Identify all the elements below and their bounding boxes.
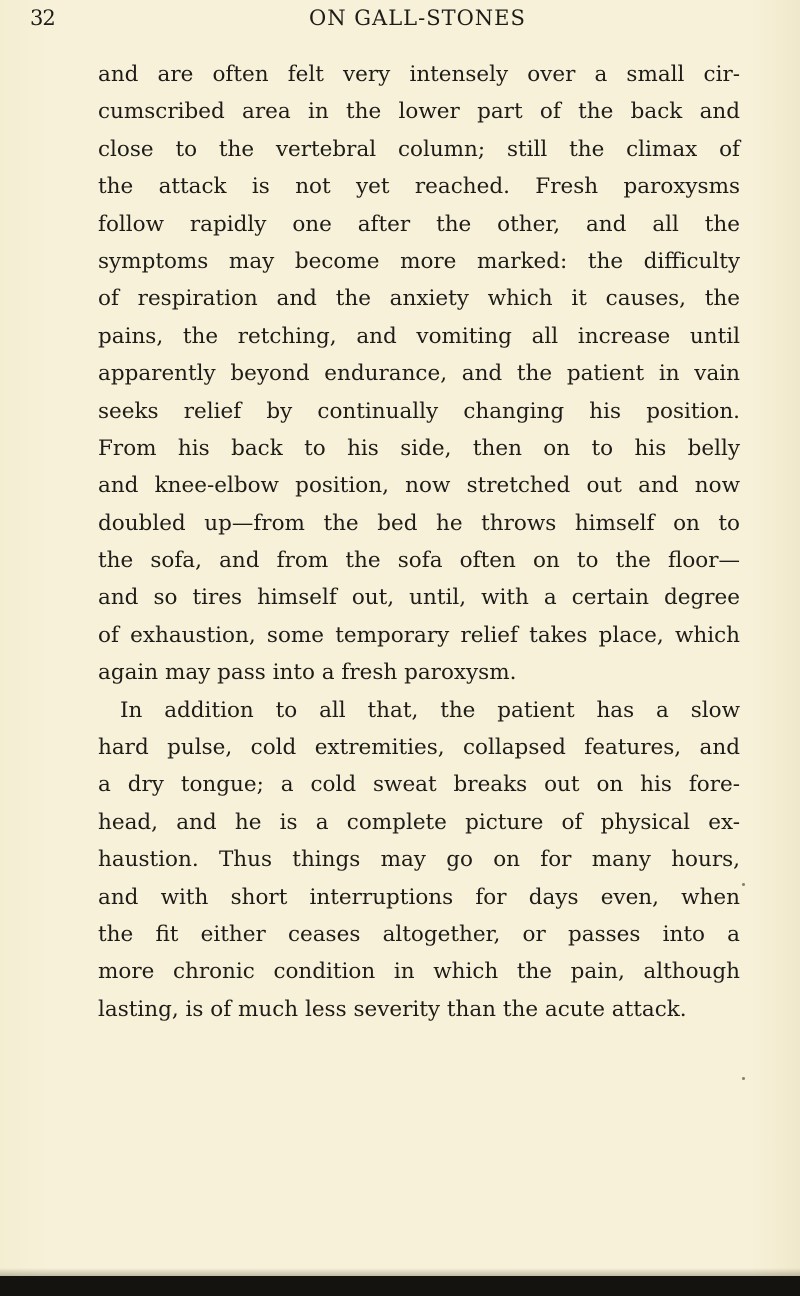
text-line: and are often felt very intensely over a small cir-	[98, 62, 740, 87]
text-line: lasting, is of much less severity than the acute attack.	[98, 996, 687, 1022]
page-bottom-border	[0, 1276, 800, 1296]
text-line: cumscribed area in the lower part of the back and	[98, 99, 740, 125]
paper-speck	[742, 1077, 745, 1080]
paragraph-start-line: In addition to all that, the patient has a slow	[120, 697, 740, 723]
text-line: close to the vertebral column; still the climax of	[98, 136, 740, 162]
paper-speck	[742, 883, 745, 886]
text-line: hard pulse, cold extremities, collapsed features, and	[98, 735, 740, 761]
text-line: head, and he is a complete picture of physical ex-	[98, 809, 740, 835]
text-line: haustion. Thus things may go on for many hours,	[98, 847, 740, 873]
text-line: symptoms may become more marked: the difficulty	[98, 248, 740, 274]
running-title: ON GALL-STONES	[309, 6, 526, 30]
running-head	[0, 4, 800, 36]
text-line: and knee-elbow position, now stretched out and now	[98, 473, 740, 499]
text-line: of respiration and the anxiety which it causes, the	[98, 286, 740, 312]
page-shadow	[0, 1268, 800, 1276]
text-line: From his back to his side, then on to his belly	[98, 435, 740, 461]
text-line: the fit either ceases altogether, or passes into a	[98, 921, 740, 947]
text-line: again may pass into a fresh paroxysm.	[98, 660, 517, 686]
text-line: of exhaustion, some temporary relief takes place, which	[98, 622, 740, 648]
text-line: a dry tongue; a cold sweat breaks out on his fore-	[98, 772, 740, 798]
page-number: 32	[30, 6, 55, 30]
text-line: the attack is not yet reached. Fresh paroxysms	[98, 174, 740, 200]
text-line: follow rapidly one after the other, and all the	[98, 211, 740, 237]
text-line: and so tires himself out, until, with a certain degree	[98, 585, 740, 611]
body-text	[98, 56, 740, 1028]
text-line: the sofa, and from the sofa often on to the floor—	[98, 548, 740, 574]
text-line: doubled up—from the bed he throws himself on to	[98, 510, 740, 536]
text-line: pains, the retching, and vomiting all increase until	[98, 323, 740, 349]
text-line: and with short interruptions for days even, when	[98, 884, 740, 910]
text-line: more chronic condition in which the pain, although	[98, 959, 740, 985]
text-line: apparently beyond endurance, and the patient in vain	[98, 361, 740, 387]
text-line: seeks relief by continually changing his position.	[98, 398, 740, 424]
